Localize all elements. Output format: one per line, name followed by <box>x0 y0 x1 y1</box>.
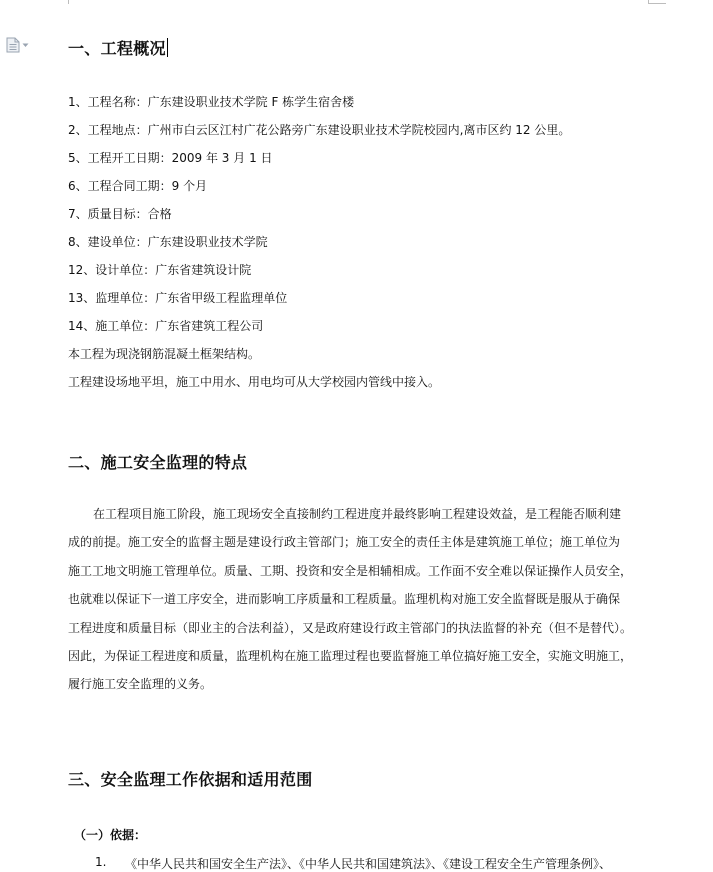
paragraph-line: 也就难以保证下一道工序安全，进而影响工序质量和工程质量。监理机构对施工安全监督既是服从于确保 <box>68 592 621 606</box>
crop-mark-top-left <box>68 0 69 4</box>
list-item: 7、质量目标：合格 <box>68 207 172 221</box>
section-2-title: 二、施工安全监理的特点 <box>68 453 248 472</box>
section-3-title: 三、安全监理工作依据和适用范围 <box>68 770 313 789</box>
list-item: 8、建设单位：广东建设职业技术学院 <box>68 235 268 249</box>
list-item: 14、施工单位：广东省建筑工程公司 <box>68 319 264 333</box>
paragraph-line: 履行施工安全监理的义务。 <box>68 677 213 691</box>
list-item-text: 《中华人民共和国安全生产法》、《中华人民共和国建筑法》、《建设工程安全生产管理条例》、 <box>125 857 612 871</box>
paragraph-line: 工程进度和质量目标（即业主的合法利益），又是政府建设行政主管部门的执法监督的补充（但不是替代）。 <box>68 621 633 635</box>
list-item: 2、工程地点：广州市白云区江村广花公路旁广东建设职业技术学院校园内,离市区约 12 公里。 <box>68 123 571 137</box>
crop-mark-top-right <box>648 3 666 4</box>
section-1-title: 一、工程概况 <box>68 39 166 58</box>
list-item: 13、监理单位：广东省甲级工程监理单位 <box>68 291 288 305</box>
list-item: 5、工程开工日期：2009 年 3 月 1 日 <box>68 151 273 165</box>
document-map-button[interactable] <box>6 36 36 54</box>
section-2-heading <box>68 450 247 473</box>
document-icon <box>6 37 20 53</box>
list-item: 1、工程名称：广东建设职业技术学院 F 栋学生宿舍楼 <box>68 95 355 109</box>
text-cursor <box>167 38 168 57</box>
section-1-heading[interactable] <box>68 36 168 59</box>
paragraph-line: 因此，为保证工程进度和质量，监理机构在施工监理过程也要监督施工单位搞好施工安全，实施文明施工， <box>68 649 633 663</box>
subheading-basis: （一）依据： <box>74 828 147 842</box>
section-3-heading <box>68 767 313 790</box>
chevron-down-icon <box>22 43 29 48</box>
body-line: 本工程为现浇钢筋混凝土框架结构。 <box>68 347 261 361</box>
crop-mark-top-right-vertical <box>648 0 649 4</box>
list-number: 1. <box>95 855 107 869</box>
paragraph-line: 成的前提。施工安全的监督主题是建设行政主管部门；施工安全的责任主体是建筑施工单位；施工单位为 <box>68 535 621 549</box>
paragraph-line: 施工工地文明施工管理单位。质量、工期、投资和安全是相辅相成。工作面不安全难以保证操作人员安全， <box>68 564 633 578</box>
list-item: 6、工程合同工期：9 个月 <box>68 179 208 193</box>
paragraph-line: 在工程项目施工阶段，施工现场安全直接制约工程进度并最终影响工程建设效益，是工程能否顺利建 <box>93 507 622 521</box>
list-item: 12、设计单位：广东省建筑设计院 <box>68 263 252 277</box>
body-line: 工程建设场地平坦，施工中用水、用电均可从大学校园内管线中接入。 <box>68 375 441 389</box>
